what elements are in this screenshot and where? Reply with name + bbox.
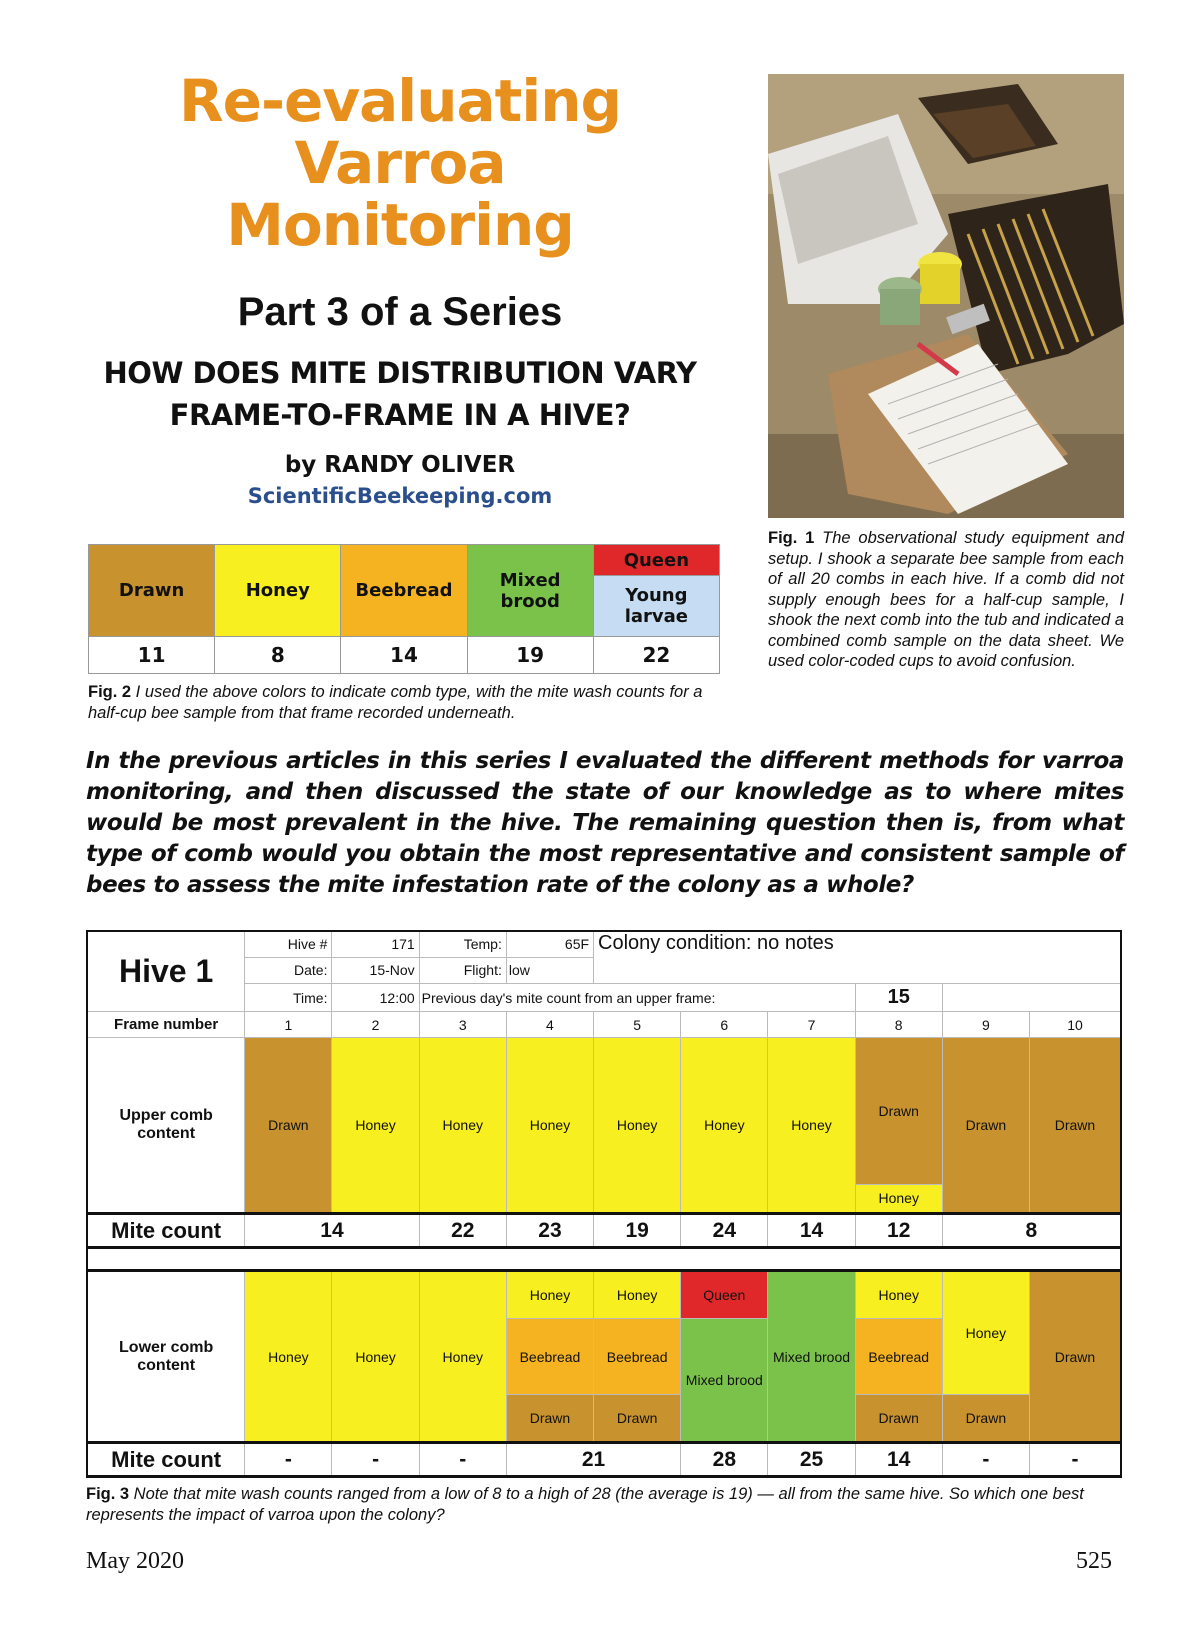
legend-beebread: Beebread [341,545,467,637]
upper-mite-count: 22 [419,1214,506,1248]
comb-type-legend [88,544,720,674]
question-line: HOW DOES MITE DISTRIBUTION VARY [103,356,697,390]
lower-comb-cell: Mixed brood [768,1270,855,1442]
upper-mite-count: 14 [768,1214,855,1248]
lower-mite-count: 21 [506,1443,680,1477]
upper-comb-cell: Honey [332,1037,419,1214]
fig3-text: Note that mite wash counts ranged from a low of 8 to a high of 28 (the average is 19) — all from the same hive. So which one best represents the impact of varroa upon the colony? [86,1485,1084,1524]
upper-comb-label [87,1037,245,1214]
equipment-photo-illustration [768,74,1124,518]
frame-number: 2 [332,1012,419,1037]
temp-value: 65F [506,931,593,957]
time-value: 12:00 [332,984,419,1012]
fig2-label: Fig. 2 [88,683,132,701]
upper-mite-count: 19 [594,1214,681,1248]
fig1-label: Fig. 1 [768,529,815,547]
upper-mite-count: 14 [245,1214,419,1248]
upper-comb-cell: Honey [594,1037,681,1214]
lower-mite-count: - [419,1443,506,1477]
fig3-caption [86,1484,1126,1525]
upper-comb-cell-sub: Honey [855,1184,942,1213]
fig2-caption [88,682,728,723]
article-title [110,67,690,259]
frame-number: 9 [942,1012,1029,1037]
frame-number: 6 [681,1012,768,1037]
legend-honey: Honey [215,545,341,637]
previous-count-label: Previous day's mite count from an upper frame: [419,984,855,1012]
colony-condition: Colony condition: no notes [594,931,1121,984]
lower-comb-cell: Honey [245,1270,332,1442]
title-line: Re-evaluating [178,67,622,135]
upper-mite-count: 23 [506,1214,593,1248]
frame-number: 7 [768,1012,855,1037]
upper-comb-cell: Honey [768,1037,855,1214]
article-question [80,352,720,436]
hive-number: 171 [332,931,419,957]
upper-comb-cell: Honey [681,1037,768,1214]
lower-comb-label [87,1270,245,1442]
upper-comb-cell: Drawn [1029,1037,1121,1214]
legend-queen: Queen [593,545,719,576]
legend-count: 22 [593,637,719,674]
flight-label: Flight: [419,957,506,983]
upper-comb-label-line: Upper comb [119,1106,213,1124]
hive-data-sheet [86,930,1122,1478]
legend-count: 11 [89,637,215,674]
legend-count: 19 [467,637,593,674]
lower-comb-cell: Drawn [855,1394,942,1442]
upper-comb-cell: Drawn [942,1037,1029,1214]
lower-mite-count: 28 [681,1443,768,1477]
upper-comb-cell: Drawn [855,1037,942,1184]
lower-mite-count: - [942,1443,1029,1477]
page-number: 525 [1076,1548,1112,1574]
lower-comb-cell: Honey [506,1270,593,1318]
fig3-label: Fig. 3 [86,1485,130,1503]
lower-comb-cell: Mixed brood [681,1319,768,1443]
flight-value: low [506,957,593,983]
lower-mite-count: - [1029,1443,1121,1477]
lower-comb-cell: Honey [942,1270,1029,1394]
frame-number: 10 [1029,1012,1121,1037]
hive-number-label: Hive # [245,931,332,957]
lower-comb-cell: Drawn [594,1394,681,1442]
fig1-text: The observational study equipment and setup. I shook a separate bee sample from each of all 20 combs in each hive. If a comb did not supply enough bees for a half-cup sample, I shook the next comb into the tub and indicated a combined comb sample on the data sheet. We used color-coded cups to avoid confusion. [768,529,1124,670]
title-line: Varroa [294,129,506,197]
date-value: 15-Nov [332,957,419,983]
lower-comb-cell: Beebread [594,1319,681,1395]
upper-comb-cell: Drawn [245,1037,332,1214]
frame-number-label: Frame number [87,1012,245,1037]
lower-comb-cell: Honey [855,1270,942,1318]
empty-cell [942,984,1121,1012]
equipment-photo [768,74,1124,518]
fig2-text: I used the above colors to indicate comb type, with the mite wash counts for a half-cup bee sample from that frame recorded underneath. [88,683,703,722]
fig1-caption [768,528,1124,672]
frame-number: 3 [419,1012,506,1037]
upper-comb-cell: Honey [419,1037,506,1214]
intro-paragraph: In the previous articles in this series I evaluated the different methods for varroa monitoring, and then discussed the state of our knowledge as to where mites would be most prevalent in the hive. The remaining question then is, from what type of comb would you obtain the most representative and consistent sample of bees to assess the mite infestation rate of the colony as a whole? [86,748,1124,898]
lower-mite-count: - [245,1443,332,1477]
lower-comb-cell: Beebread [855,1319,942,1395]
lower-mite-count: 14 [855,1443,942,1477]
lower-mite-count: 25 [768,1443,855,1477]
lower-comb-cell: Honey [332,1270,419,1442]
legend-count: 14 [341,637,467,674]
lower-comb-cell: Beebread [506,1319,593,1395]
question-line: FRAME-TO-FRAME IN A HIVE? [169,398,631,432]
footer-date: May 2020 [86,1548,184,1574]
title-line: Monitoring [226,191,574,259]
lower-comb-label-line: content [137,1356,196,1374]
legend-drawn: Drawn [89,545,215,637]
upper-mite-count: 24 [681,1214,768,1248]
lower-comb-cell: Honey [594,1270,681,1318]
website-link[interactable]: ScientificBeekeeping.com [247,484,553,508]
upper-mite-count: 8 [942,1214,1121,1248]
lower-comb-cell: Drawn [506,1394,593,1442]
legend-count: 8 [215,637,341,674]
lower-comb-cell: Honey [419,1270,506,1442]
byline: by RANDY OLIVER [284,452,516,478]
frame-number: 4 [506,1012,593,1037]
lower-mite-count-label: Mite count [87,1443,245,1477]
frame-number: 5 [594,1012,681,1037]
previous-count-value: 15 [855,984,942,1012]
upper-comb-cell: Honey [506,1037,593,1214]
date-label: Date: [245,957,332,983]
hive-name: Hive 1 [87,931,245,1012]
temp-label: Temp: [419,931,506,957]
spacer-row [87,1247,1121,1270]
upper-mite-count: 12 [855,1214,942,1248]
upper-comb-label-line: content [137,1124,196,1142]
frame-number: 8 [855,1012,942,1037]
lower-comb-cell: Drawn [1029,1270,1121,1442]
time-label: Time: [245,984,332,1012]
lower-comb-cell: Queen [681,1270,768,1318]
legend-young-larvae: Young larvae [593,576,719,637]
legend-mixed-brood: Mixed brood [467,545,593,637]
lower-mite-count: - [332,1443,419,1477]
series-subtitle: Part 3 of a Series [237,290,563,334]
lower-comb-label-line: Lower comb [119,1338,214,1356]
frame-number: 1 [245,1012,332,1037]
upper-mite-count-label: Mite count [87,1214,245,1248]
lower-comb-cell: Drawn [942,1394,1029,1442]
